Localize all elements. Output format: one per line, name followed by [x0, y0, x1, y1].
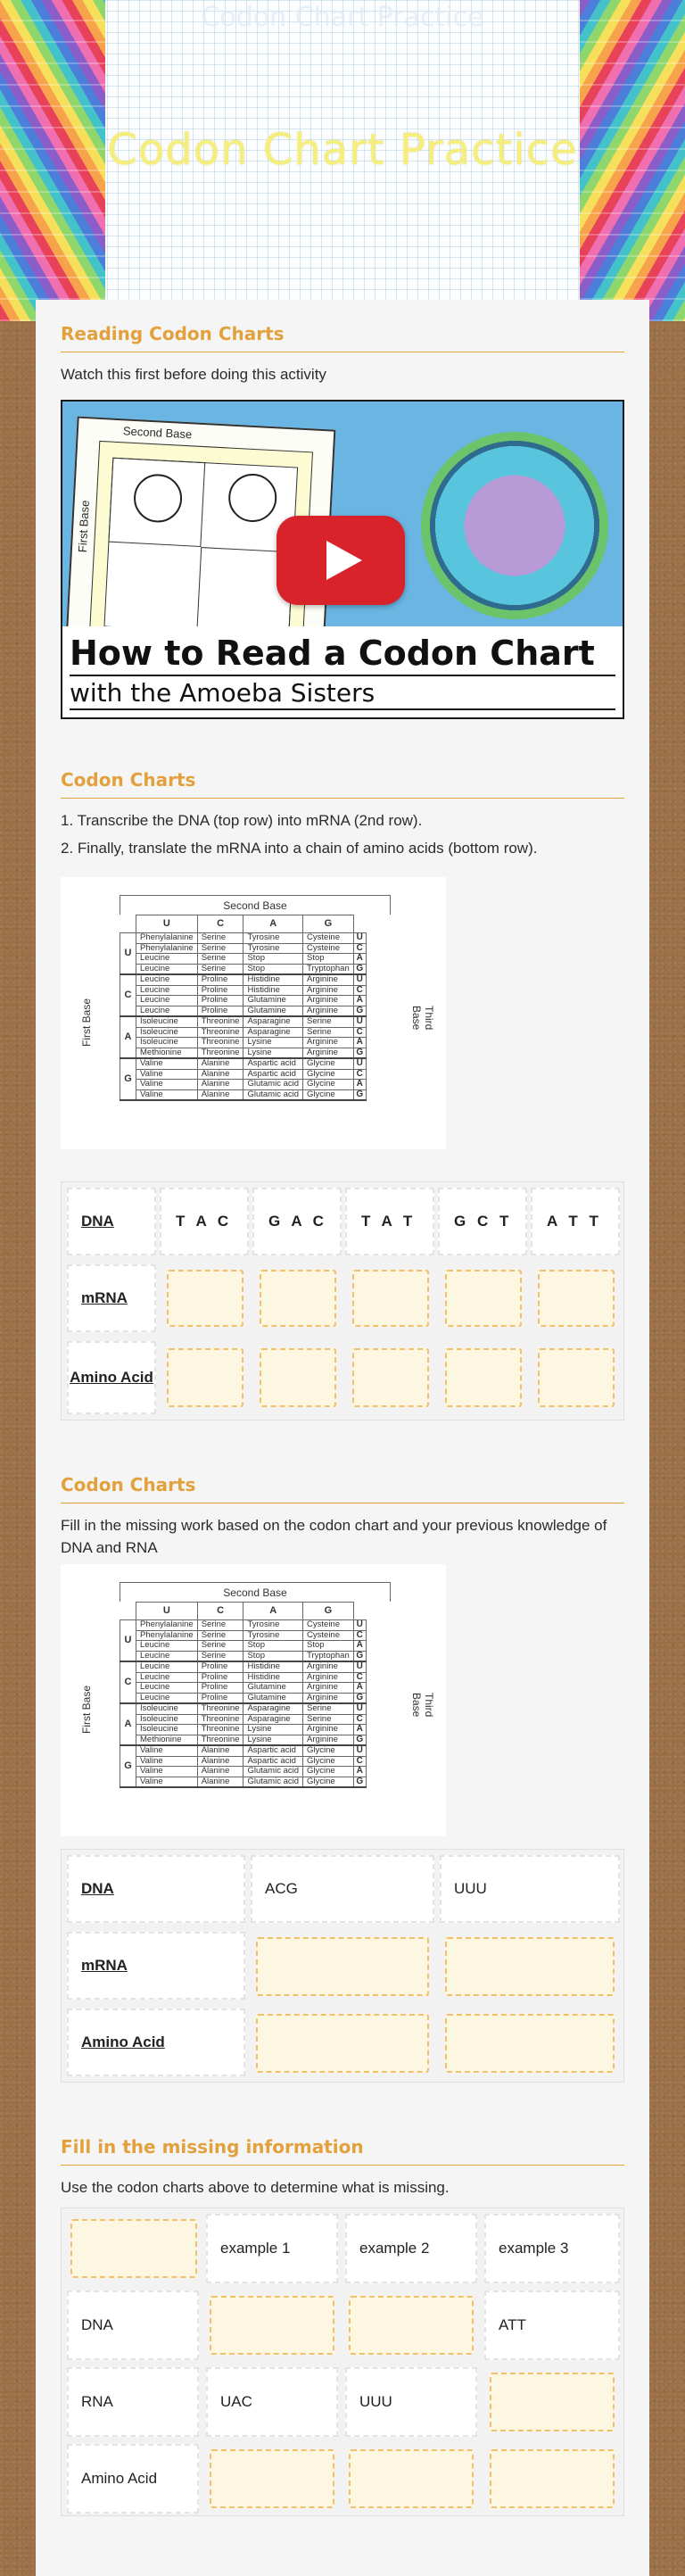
- section-title: Codon Charts: [61, 1474, 624, 1503]
- amino-acid-cell: Aspartic acid: [243, 1745, 303, 1756]
- first-base-letter: C: [120, 1661, 136, 1703]
- amino-acid-cell: Methionine: [136, 1735, 198, 1745]
- amino-acid-cell: Asparagine: [243, 1016, 303, 1027]
- amino-acid-cell: Glycine: [303, 1756, 354, 1767]
- amino-acid-cell: Alanine: [197, 1058, 243, 1069]
- amino-drop-zone-5[interactable]: [538, 1348, 615, 1407]
- amino-drop-zone-1[interactable]: [167, 1348, 243, 1407]
- amino-acid-cell: Phenylalanine: [136, 933, 198, 944]
- third-base-letter: A: [353, 996, 366, 1006]
- amino-acid-cell: Stop: [303, 1641, 354, 1652]
- amino-acid-cell: Asparagine: [243, 1703, 303, 1714]
- instruction-2: 2. Finally, translate the mRNA into a chain of amino acids (bottom row).: [61, 840, 538, 857]
- amino-acid-cell: Threonine: [197, 1714, 243, 1725]
- amino-acid-cell: Tryptophan: [303, 964, 354, 974]
- third-base-letter: U: [353, 1661, 366, 1672]
- row-label-amino-acid: Amino Acid: [67, 2444, 199, 2514]
- amino-acid-cell: Threonine: [197, 1038, 243, 1048]
- third-base-letter: C: [353, 1756, 366, 1767]
- amino-acid-cell: Glutamic acid: [243, 1089, 303, 1100]
- dna-codon-2: G A C: [252, 1188, 342, 1255]
- amino-acid-cell: Arginine: [303, 1006, 354, 1016]
- amino-acid-cell: Proline: [197, 974, 243, 985]
- video-player[interactable]: [61, 400, 624, 719]
- third-base-letter: U: [353, 1745, 366, 1756]
- mrna-drop-zone-2[interactable]: [260, 1270, 336, 1327]
- amino-acid-cell: Serine: [303, 1016, 354, 1027]
- video-title: How to Read a Codon Chart: [70, 634, 595, 673]
- amino-acid-cell: Alanine: [197, 1745, 243, 1756]
- section-reading-codon-charts: [61, 323, 624, 385]
- amino-acid-cell: Arginine: [303, 1048, 354, 1058]
- amino-acid-cell: Cysteine: [303, 1630, 354, 1641]
- amino-acid-cell: Histidine: [243, 985, 303, 996]
- amino-acid-cell: Glycine: [303, 1777, 354, 1787]
- second-base-label: Second Base: [120, 895, 391, 915]
- mrna-drop-zone-5[interactable]: [538, 1270, 615, 1327]
- amino-acid-cell: Glutamine: [243, 1006, 303, 1016]
- third-base-label: Third Base: [410, 1693, 435, 1718]
- amino-drop-zone-4[interactable]: [445, 1348, 522, 1407]
- amino-acid-cell: Tyrosine: [243, 933, 303, 944]
- amino-acid-cell: Leucine: [136, 985, 198, 996]
- codon-table: [120, 915, 367, 1101]
- column-header: C: [197, 1603, 243, 1620]
- amino-acid-cell: Alanine: [197, 1069, 243, 1080]
- dna-value-1: ACG: [251, 1855, 434, 1923]
- section-title: Codon Charts: [61, 769, 624, 799]
- amino-acid-cell: Serine: [303, 1703, 354, 1714]
- transcription-grid-1: [61, 1181, 624, 1421]
- amino-acid-cell: Stop: [243, 1651, 303, 1661]
- amino-acid-cell: Proline: [197, 1661, 243, 1672]
- dna-codon-3: T A T: [345, 1188, 434, 1255]
- amino-acid-cell: Isoleucine: [136, 1703, 198, 1714]
- amino-acid-cell: Tyrosine: [243, 1630, 303, 1641]
- section-title: Fill in the missing information: [61, 2136, 624, 2166]
- amino-acid-cell: Serine: [303, 1714, 354, 1725]
- column-header: U: [136, 1603, 198, 1620]
- amino-acid-cell: Tryptophan: [303, 1651, 354, 1661]
- amino-acid-cell: Lysine: [243, 1735, 303, 1745]
- amino-acid-cell: Asparagine: [243, 1027, 303, 1038]
- codon-table: [120, 1602, 367, 1788]
- third-base-letter: U: [353, 1620, 366, 1631]
- section-codon-charts-2: [61, 1474, 624, 1559]
- amino-acid-cell: Serine: [197, 964, 243, 974]
- dna-codon-1: T A C: [160, 1188, 249, 1255]
- amino-acid-cell: Valine: [136, 1745, 198, 1756]
- dna-codon-4: G C T: [438, 1188, 527, 1255]
- amino-acid-cell: Glycine: [303, 1069, 354, 1080]
- amino-drop-zone-2[interactable]: [349, 2449, 474, 2508]
- amino-acid-cell: Arginine: [303, 1661, 354, 1672]
- third-base-letter: C: [353, 1027, 366, 1038]
- third-base-label: Third Base: [410, 1006, 435, 1031]
- dna-value-2: UUU: [440, 1855, 620, 1923]
- faded-header-text: Codon Chart Practice: [201, 2, 484, 33]
- amino-acid-cell: Leucine: [136, 1661, 198, 1672]
- row-label-mrna: mRNA: [67, 1932, 245, 2000]
- third-base-letter: G: [353, 1777, 366, 1787]
- third-base-letter: C: [353, 985, 366, 996]
- amino-acid-cell: Proline: [197, 1693, 243, 1703]
- section-codon-charts-1: [61, 769, 624, 859]
- amino-acid-cell: Tyrosine: [243, 1620, 303, 1631]
- mrna-drop-zone-4[interactable]: [445, 1270, 522, 1327]
- first-base-letter: U: [120, 933, 136, 975]
- rna-example-1: UAC: [206, 2367, 338, 2437]
- amino-acid-cell: Alanine: [197, 1777, 243, 1787]
- third-base-letter: A: [353, 1641, 366, 1652]
- amino-acid-cell: Serine: [197, 943, 243, 954]
- rna-example-2: UUU: [345, 2367, 477, 2437]
- amino-acid-cell: Leucine: [136, 1693, 198, 1703]
- third-base-letter: C: [353, 1714, 366, 1725]
- amino-acid-cell: Alanine: [197, 1767, 243, 1777]
- amino-acid-cell: Cysteine: [303, 1620, 354, 1631]
- amino-acid-cell: Stop: [243, 964, 303, 974]
- section-text: Watch this first before doing this activity: [61, 366, 326, 383]
- amino-acid-cell: Isoleucine: [136, 1027, 198, 1038]
- amino-acid-cell: Leucine: [136, 996, 198, 1006]
- mrna-drop-zone-2[interactable]: [445, 1937, 615, 1996]
- amino-acid-cell: Valine: [136, 1080, 198, 1090]
- column-header: U: [136, 915, 198, 933]
- third-base-letter: G: [353, 1048, 366, 1058]
- first-base-letter: C: [120, 974, 136, 1016]
- third-base-letter: C: [353, 1630, 366, 1641]
- amino-acid-cell: Valine: [136, 1089, 198, 1100]
- amino-acid-cell: Serine: [303, 1027, 354, 1038]
- amino-drop-zone-1[interactable]: [210, 2449, 334, 2508]
- first-base-label: First Base: [80, 1685, 93, 1734]
- amino-acid-cell: Glycine: [303, 1058, 354, 1069]
- amino-acid-cell: Tyrosine: [243, 943, 303, 954]
- amino-acid-cell: Lysine: [243, 1725, 303, 1735]
- amino-acid-cell: Valine: [136, 1069, 198, 1080]
- amino-acid-cell: Glutamic acid: [243, 1767, 303, 1777]
- column-header: C: [197, 915, 243, 933]
- amino-acid-cell: Arginine: [303, 1672, 354, 1683]
- third-base-letter: G: [353, 964, 366, 974]
- first-base-letter: A: [120, 1016, 136, 1058]
- amino-acid-cell: Alanine: [197, 1089, 243, 1100]
- amino-acid-cell: Serine: [197, 1630, 243, 1641]
- amino-acid-cell: Asparagine: [243, 1714, 303, 1725]
- page-header: [0, 0, 685, 321]
- amino-acid-cell: Isoleucine: [136, 1714, 198, 1725]
- video-paper-left-label: First Base: [75, 500, 92, 553]
- row-label-amino-acid: Amino Acid: [67, 2009, 245, 2076]
- amino-acid-cell: Aspartic acid: [243, 1069, 303, 1080]
- amino-acid-cell: Aspartic acid: [243, 1756, 303, 1767]
- amino-acid-cell: Valine: [136, 1756, 198, 1767]
- page-title: Codon Chart Practice: [107, 125, 578, 175]
- dna-drop-zone-2[interactable]: [349, 2296, 474, 2355]
- third-base-letter: C: [353, 943, 366, 954]
- dna-example-3: ATT: [484, 2290, 620, 2360]
- amino-acid-cell: Arginine: [303, 1735, 354, 1745]
- amino-acid-cell: Isoleucine: [136, 1038, 198, 1048]
- video-caption: [62, 626, 623, 717]
- amino-acid-cell: Glutamine: [243, 1693, 303, 1703]
- amino-acid-cell: Valine: [136, 1777, 198, 1787]
- third-base-letter: C: [353, 1672, 366, 1683]
- row-label-rna: RNA: [67, 2367, 199, 2437]
- third-base-letter: G: [353, 1006, 366, 1016]
- third-base-letter: G: [353, 1651, 366, 1661]
- amino-acid-cell: Leucine: [136, 964, 198, 974]
- amino-acid-cell: Serine: [197, 1651, 243, 1661]
- codon-chart-1: [61, 877, 446, 1149]
- amino-acid-cell: Proline: [197, 996, 243, 1006]
- amino-acid-cell: Glycine: [303, 1745, 354, 1756]
- amino-acid-cell: Proline: [197, 1683, 243, 1694]
- third-base-letter: U: [353, 1058, 366, 1069]
- rna-drop-zone-3[interactable]: [490, 2373, 615, 2431]
- second-base-label: Second Base: [120, 1582, 391, 1602]
- section-fill-missing: [61, 2136, 624, 2199]
- video-paper-top-label: Second Base: [122, 424, 193, 442]
- amino-acid-cell: Cysteine: [303, 943, 354, 954]
- amoeba-icon: [421, 432, 608, 619]
- first-base-label: First Base: [80, 998, 93, 1047]
- third-base-letter: G: [353, 1089, 366, 1100]
- header-example-3: example 3: [484, 2214, 620, 2283]
- amino-acid-cell: Lysine: [243, 1038, 303, 1048]
- amino-acid-cell: Proline: [197, 1672, 243, 1683]
- first-base-letter: A: [120, 1703, 136, 1745]
- amino-drop-zone-3[interactable]: [490, 2449, 615, 2508]
- amino-acid-cell: Threonine: [197, 1048, 243, 1058]
- amino-drop-zone-2[interactable]: [445, 2014, 615, 2073]
- amino-acid-cell: Leucine: [136, 1672, 198, 1683]
- corner-drop-zone[interactable]: [70, 2219, 197, 2278]
- row-label-dna: DNA: [67, 1188, 156, 1255]
- amino-acid-cell: Proline: [197, 1006, 243, 1016]
- amino-acid-cell: Glutamine: [243, 1683, 303, 1694]
- section-text: Use the codon charts above to determine what is missing.: [61, 2179, 450, 2196]
- mrna-drop-zone-1[interactable]: [256, 1937, 429, 1996]
- amino-acid-cell: Alanine: [197, 1080, 243, 1090]
- first-base-letter: U: [120, 1620, 136, 1662]
- row-label-dna: DNA: [67, 2290, 199, 2360]
- amino-acid-cell: Arginine: [303, 996, 354, 1006]
- third-base-letter: U: [353, 933, 366, 944]
- amino-acid-cell: Glutamic acid: [243, 1777, 303, 1787]
- mrna-drop-zone-3[interactable]: [352, 1270, 429, 1327]
- header-example-1: example 1: [206, 2214, 338, 2283]
- amino-acid-cell: Leucine: [136, 1641, 198, 1652]
- amino-acid-cell: Leucine: [136, 974, 198, 985]
- amino-acid-cell: Serine: [197, 1641, 243, 1652]
- amino-acid-cell: Histidine: [243, 974, 303, 985]
- amino-acid-cell: Glycine: [303, 1767, 354, 1777]
- mrna-drop-zone-1[interactable]: [167, 1270, 243, 1327]
- amino-acid-cell: Aspartic acid: [243, 1058, 303, 1069]
- amino-acid-cell: Alanine: [197, 1756, 243, 1767]
- amino-acid-cell: Arginine: [303, 1693, 354, 1703]
- amino-acid-cell: Proline: [197, 985, 243, 996]
- amino-acid-cell: Leucine: [136, 954, 198, 965]
- header-example-2: example 2: [345, 2214, 477, 2283]
- missing-info-grid: [61, 2207, 624, 2516]
- third-base-letter: A: [353, 1725, 366, 1735]
- third-base-letter: C: [353, 1069, 366, 1080]
- amino-acid-cell: Phenylalanine: [136, 943, 198, 954]
- amino-acid-cell: Serine: [197, 933, 243, 944]
- codon-chart-2: [61, 1564, 446, 1836]
- third-base-letter: G: [353, 1735, 366, 1745]
- first-base-letter: G: [120, 1058, 136, 1100]
- amino-acid-cell: Histidine: [243, 1661, 303, 1672]
- amino-acid-cell: Arginine: [303, 1038, 354, 1048]
- section-text: Fill in the missing work based on the codon chart and your previous knowledge of DNA and RNA: [61, 1517, 607, 1556]
- video-subtitle: with the Amoeba Sisters: [70, 678, 376, 708]
- amino-acid-cell: Glycine: [303, 1080, 354, 1090]
- amino-acid-cell: Stop: [243, 1641, 303, 1652]
- amino-drop-zone-2[interactable]: [260, 1348, 336, 1407]
- amino-acid-cell: Threonine: [197, 1725, 243, 1735]
- amino-acid-cell: Phenylalanine: [136, 1620, 198, 1631]
- amino-acid-cell: Stop: [303, 954, 354, 965]
- amino-acid-cell: Threonine: [197, 1735, 243, 1745]
- amino-acid-cell: Histidine: [243, 1672, 303, 1683]
- amino-acid-cell: Leucine: [136, 1006, 198, 1016]
- dna-drop-zone-1[interactable]: [210, 2296, 334, 2355]
- amino-acid-cell: Arginine: [303, 1725, 354, 1735]
- amino-acid-cell: Threonine: [197, 1016, 243, 1027]
- amino-acid-cell: Phenylalanine: [136, 1630, 198, 1641]
- amino-acid-cell: Isoleucine: [136, 1725, 198, 1735]
- amino-acid-cell: Cysteine: [303, 933, 354, 944]
- row-label-dna: DNA: [67, 1855, 245, 1923]
- amino-acid-cell: Leucine: [136, 1683, 198, 1694]
- third-base-letter: G: [353, 1693, 366, 1703]
- row-label-mrna: mRNA: [67, 1264, 156, 1332]
- amino-acid-cell: Glutamic acid: [243, 1080, 303, 1090]
- amino-acid-cell: Stop: [243, 954, 303, 965]
- amino-acid-cell: Methionine: [136, 1048, 198, 1058]
- third-base-letter: A: [353, 1080, 366, 1090]
- third-base-letter: U: [353, 1016, 366, 1027]
- column-header: G: [303, 1603, 354, 1620]
- third-base-letter: A: [353, 1038, 366, 1048]
- amino-acid-cell: Arginine: [303, 974, 354, 985]
- amino-acid-cell: Arginine: [303, 985, 354, 996]
- column-header: G: [303, 915, 354, 933]
- instruction-1: 1. Transcribe the DNA (top row) into mRNA (2nd row).: [61, 812, 423, 829]
- amino-acid-cell: Glutamine: [243, 996, 303, 1006]
- amino-acid-cell: Arginine: [303, 1683, 354, 1694]
- amino-acid-cell: Threonine: [197, 1703, 243, 1714]
- amino-acid-cell: Serine: [197, 954, 243, 965]
- amino-drop-zone-3[interactable]: [352, 1348, 429, 1407]
- row-label-amino-acid: Amino Acid: [67, 1341, 156, 1414]
- third-base-letter: A: [353, 1767, 366, 1777]
- transcription-grid-2: [61, 1849, 624, 2083]
- third-base-letter: A: [353, 954, 366, 965]
- amino-acid-cell: Lysine: [243, 1048, 303, 1058]
- amino-drop-zone-1[interactable]: [256, 2014, 429, 2073]
- content-panel: [36, 300, 649, 2576]
- third-base-letter: U: [353, 1703, 366, 1714]
- amino-acid-cell: Isoleucine: [136, 1016, 198, 1027]
- first-base-letter: G: [120, 1745, 136, 1787]
- dna-codon-5: A T T: [531, 1188, 620, 1255]
- section-title: Reading Codon Charts: [61, 323, 624, 352]
- third-base-letter: A: [353, 1683, 366, 1694]
- amino-acid-cell: Glycine: [303, 1089, 354, 1100]
- third-base-letter: U: [353, 974, 366, 985]
- amino-acid-cell: Serine: [197, 1620, 243, 1631]
- amino-acid-cell: Valine: [136, 1767, 198, 1777]
- amino-acid-cell: Threonine: [197, 1027, 243, 1038]
- amino-acid-cell: Valine: [136, 1058, 198, 1069]
- play-icon[interactable]: [276, 516, 405, 605]
- column-header: A: [243, 915, 303, 933]
- column-header: A: [243, 1603, 303, 1620]
- amino-acid-cell: Leucine: [136, 1651, 198, 1661]
